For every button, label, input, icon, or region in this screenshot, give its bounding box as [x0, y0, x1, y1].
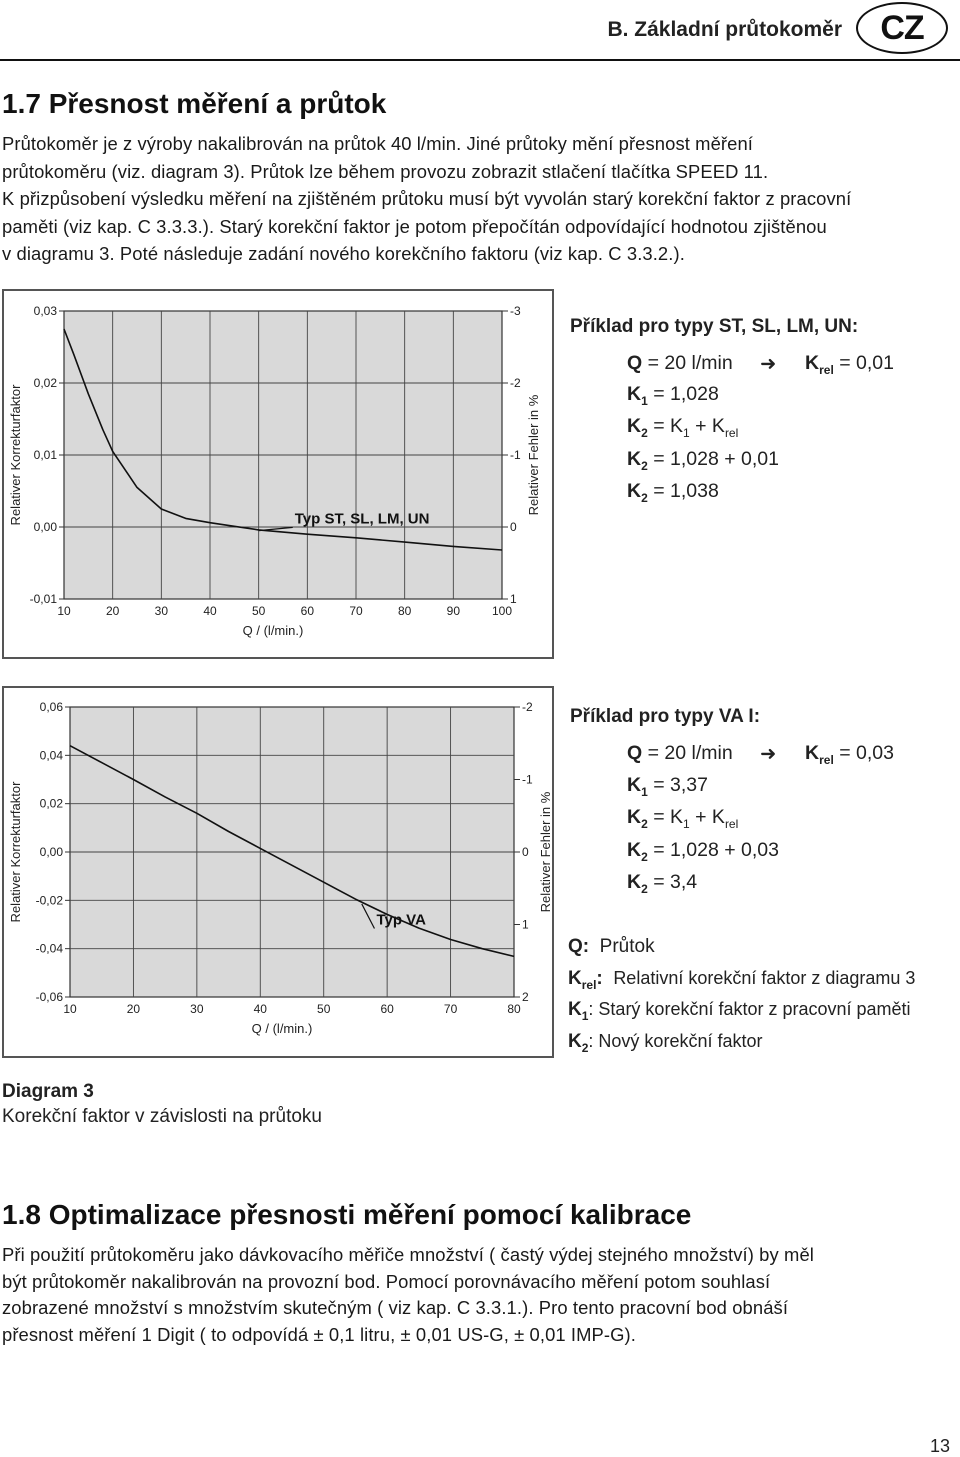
y2-axis-label: Relativer Fehler in %	[526, 394, 541, 516]
legend-q: Q: Průtok	[568, 936, 655, 957]
page-number: 13	[930, 1436, 951, 1456]
x-tick-label: 80	[397, 604, 412, 618]
example1-arrow: ➜	[760, 353, 777, 375]
x-tick-label: 30	[154, 604, 169, 618]
example1-k2-sum: $K_2 = 1,028 + 0,01$	[627, 448, 779, 473]
x-tick-label: 60	[380, 1002, 394, 1016]
y-tick-label: 0,03	[33, 304, 57, 318]
paragraph-line: Průtokoměr je z výroby nakalibrován na průtok 40 l/min. Jiné průtoky mění přesnost měření	[2, 133, 753, 154]
y-tick-label: -0,06	[35, 990, 63, 1004]
legend-k1: $K_1$: Starý korekční faktor z pracovní paměti	[568, 999, 911, 1023]
y2-axis-label: Relativer Fehler in %	[538, 791, 552, 913]
y2-tick-label: -3	[510, 304, 521, 318]
x-tick-label: 10	[57, 604, 71, 618]
y2-tick-label: 1	[510, 592, 517, 606]
example1-k1: $K_1 = 1,028$	[627, 383, 719, 408]
y-tick-label: -0,02	[35, 893, 63, 908]
example2-arrow: ➜	[760, 743, 777, 765]
y2-tick-label: -1	[522, 772, 533, 787]
q-value: = 20 l/min	[642, 352, 733, 374]
y-tick-label: 0,04	[39, 748, 63, 763]
y2-tick-label: -2	[522, 700, 533, 714]
example2-q-line: Q = 20 l/min	[627, 742, 733, 764]
y-tick-label: 0,02	[33, 376, 57, 390]
y-tick-label: 0,01	[33, 448, 57, 462]
page-header-title: B. Základní průtokoměr	[607, 18, 842, 41]
chart-va	[2, 686, 554, 1058]
y-axis-label: Relativer Korrekturfaktor	[8, 781, 23, 923]
chart-st-sl-lm-un	[2, 289, 554, 659]
y2-tick-label: 0	[522, 845, 529, 859]
paragraph-line: Při použití průtokoměru jako dávkovacího měřiče množství ( častý výdej stejného množství) by měl	[2, 1244, 814, 1265]
section2-paragraph	[2, 1242, 952, 1348]
q-symbol: Q	[627, 352, 643, 374]
y-tick-label: -0,01	[29, 592, 57, 606]
paragraph-line: být průtokoměr nakalibrován na provozní bod. Pomocí porovnávacího měření potom souhlasí	[2, 1270, 771, 1292]
section-heading-accuracy: 1.7 Přesnost měření a průtok	[2, 88, 387, 119]
example1-title: Příklad pro typy ST, SL, LM, UN:	[570, 316, 859, 337]
diagram-caption-title: Diagram 3	[2, 1081, 94, 1102]
paragraph-line: přesnost měření 1 Digit ( to odpovídá ± 0,1 litru, ± 0,01 US-G, ± 0,01 IMP-G).	[2, 1323, 636, 1345]
x-tick-label: 80	[507, 1002, 521, 1016]
paragraph-line: v diagramu 3. Poté následuje zadání nového korekčního faktoru (viz kap. C 3.3.2.).	[2, 243, 685, 264]
legend-krel: $K_{rel}$: Relativní korekční faktor z diagramu 3	[568, 968, 916, 992]
x-axis-label: Q / (l/min.)	[242, 623, 304, 638]
y-tick-label: 0,06	[39, 700, 63, 714]
y-tick-label: 0,00	[39, 845, 63, 859]
y2-tick-label: 1	[522, 917, 529, 932]
x-tick-label: 40	[253, 1002, 267, 1016]
y-tick-label: 0,02	[39, 796, 63, 811]
example2-title: Příklad pro typy VA I:	[570, 706, 761, 727]
paragraph-line: K přizpůsobení výsledku měření na zjištěném průtoku musí být vyvolán starý korekční faktor z pracovní	[2, 188, 852, 209]
language-badge: CZ	[856, 2, 948, 54]
example2-k1: $K_1 = 3,37$	[627, 774, 708, 799]
example1-q-line	[627, 352, 733, 375]
chart2-svg	[4, 688, 552, 1056]
curve-annotation: Typ ST, SL, LM, UN	[294, 510, 430, 528]
diagram-caption-subtitle: Korekční faktor v závislosti na průtoku	[2, 1106, 322, 1127]
example1-k2-formula: $K_2 = K_1 + K_{rel}$	[627, 415, 739, 440]
paragraph-line: průtokoměru (viz. diagram 3). Průtok lze během provozu zobrazit stlačení tlačítka SPEED 11.	[2, 160, 769, 182]
example1-krel: $K_{rel} = 0,01$	[805, 352, 894, 377]
y2-tick-label: 0	[510, 520, 517, 534]
paragraph-line: paměti (viz kap. C 3.3.3.). Starý korekční faktor je potom přepočítán odpovídající hodnotou zjištěnou	[2, 215, 827, 237]
paragraph-line: zobrazené množství s množstvím skutečným ( viz kap. C 3.3.1.). Pro tento pracovní bod obnáší	[2, 1297, 789, 1318]
x-tick-label: 30	[190, 1002, 204, 1016]
curve-annotation: Typ VA	[376, 911, 426, 929]
y2-tick-label: -2	[510, 376, 521, 390]
y-tick-label: -0,04	[35, 941, 63, 956]
header-rule	[0, 59, 960, 61]
x-tick-label: 70	[349, 604, 363, 618]
x-tick-label: 10	[63, 1002, 77, 1016]
example2-k2-sum: $K_2 = 1,028 + 0,03$	[627, 839, 779, 864]
example1-k2-result: $K_2 = 1,038$	[627, 480, 719, 505]
section1-paragraph	[2, 130, 952, 268]
chart1-svg	[4, 291, 552, 657]
example2-krel: $K_{rel} = 0,03$	[805, 742, 894, 767]
x-tick-label: 40	[203, 604, 217, 618]
x-tick-label: 20	[126, 1002, 141, 1016]
x-tick-label: 100	[491, 604, 513, 618]
x-tick-label: 20	[105, 604, 120, 618]
y2-tick-label: 2	[522, 990, 529, 1004]
y-tick-label: 0,00	[33, 520, 57, 534]
example2-k2-formula: $K_2 = K_1 + K_{rel}$	[627, 806, 739, 831]
x-axis-label: Q / (l/min.)	[251, 1021, 313, 1036]
legend-k2: $K_2$: Nový korekční faktor	[568, 1031, 763, 1055]
x-tick-label: 60	[300, 604, 315, 618]
y-axis-label: Relativer Korrekturfaktor	[8, 384, 23, 526]
x-tick-label: 70	[443, 1002, 458, 1016]
x-tick-label: 50	[317, 1002, 331, 1016]
y2-tick-label: -1	[510, 448, 521, 462]
section-heading-calibration: 1.8 Optimalizace přesnosti měření pomocí kalibrace	[2, 1199, 692, 1230]
x-tick-label: 50	[251, 604, 266, 618]
example2-k2-result: $K_2 = 3,4$	[627, 871, 698, 896]
x-tick-label: 90	[446, 604, 461, 618]
